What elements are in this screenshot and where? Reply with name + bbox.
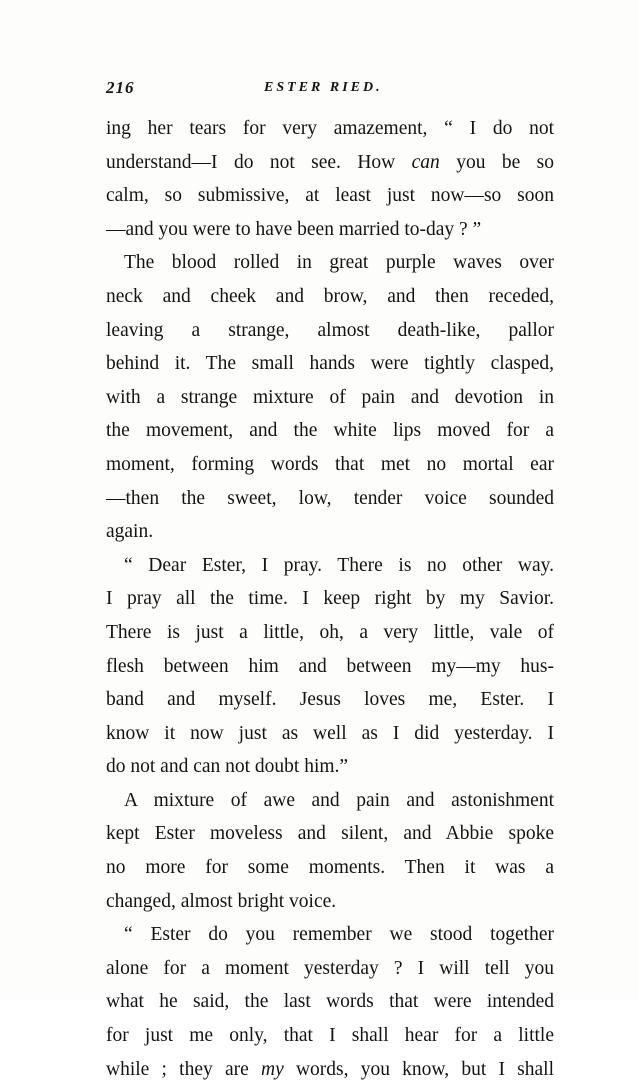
text-line: calm, so submissive, at least just now—so soon <box>106 185 554 207</box>
text-line: know it now just as well as I did yesterday. I <box>106 722 554 744</box>
running-head <box>106 78 554 104</box>
page-number: 216 <box>106 78 135 97</box>
text-line <box>106 146 554 180</box>
text-line: kept Ester moveless and silent, and Abbie spoke <box>106 823 554 845</box>
text-line: leaving a strange, almost death-like, pallor <box>106 319 554 341</box>
text-line: do not and can not doubt him.” <box>106 756 349 778</box>
text-line-lead: understand—I do not see. How <box>106 151 412 173</box>
text-line: —and you were to have been married to-day ? ” <box>106 218 482 240</box>
text-line: the movement, and the white lips moved for a <box>106 420 554 442</box>
text-line: There is just a little, oh, a very little, vale of <box>106 621 554 643</box>
text-line: again. <box>106 521 154 543</box>
text-line: “ Dear Ester, I pray. There is no other way. <box>124 554 554 576</box>
text-line: band and myself. Jesus loves me, Ester. I <box>106 689 554 711</box>
text-line: ing her tears for very amazement, “ I do not <box>106 118 554 139</box>
text-line: “ Ester do you remember we stood together <box>124 924 554 946</box>
text-line: alone for a moment yesterday ? I will tell you <box>106 957 554 979</box>
text-line: flesh between him and between my—my hus- <box>106 655 554 677</box>
text-line: The blood rolled in great purple waves over <box>124 252 554 274</box>
text-line-tail: words, you know, but I shall <box>283 1058 554 1080</box>
text-line: neck and cheek and brow, and then receded, <box>106 285 554 307</box>
body-text <box>106 112 554 1086</box>
emphasis-my: my <box>260 1058 284 1080</box>
text-line: A mixture of awe and pain and astonishment <box>124 789 554 811</box>
text-line-lead: while ; they are <box>106 1058 261 1080</box>
text-line: for just me only, that I shall hear for a little <box>106 1025 554 1047</box>
text-line-tail: you be so <box>439 151 554 173</box>
running-title: ESTER RIED. <box>264 80 383 95</box>
text-line: no more for some moments. Then it was a <box>106 857 554 879</box>
text-line: —then the sweet, low, tender voice sounded <box>106 487 554 509</box>
text-line <box>106 1053 554 1086</box>
text-line: behind it. The small hands were tightly clasped, <box>106 353 554 375</box>
emphasis-can: can <box>411 151 440 173</box>
text-line: moment, forming words that met no mortal ear <box>106 453 554 475</box>
text-line: what he said, the last words that were intended <box>106 991 554 1013</box>
text-line: changed, almost bright voice. <box>106 890 337 912</box>
text-line: I pray all the time. I keep right by my Savior. <box>106 588 554 610</box>
text-line: with a strange mixture of pain and devotion in <box>106 386 554 408</box>
